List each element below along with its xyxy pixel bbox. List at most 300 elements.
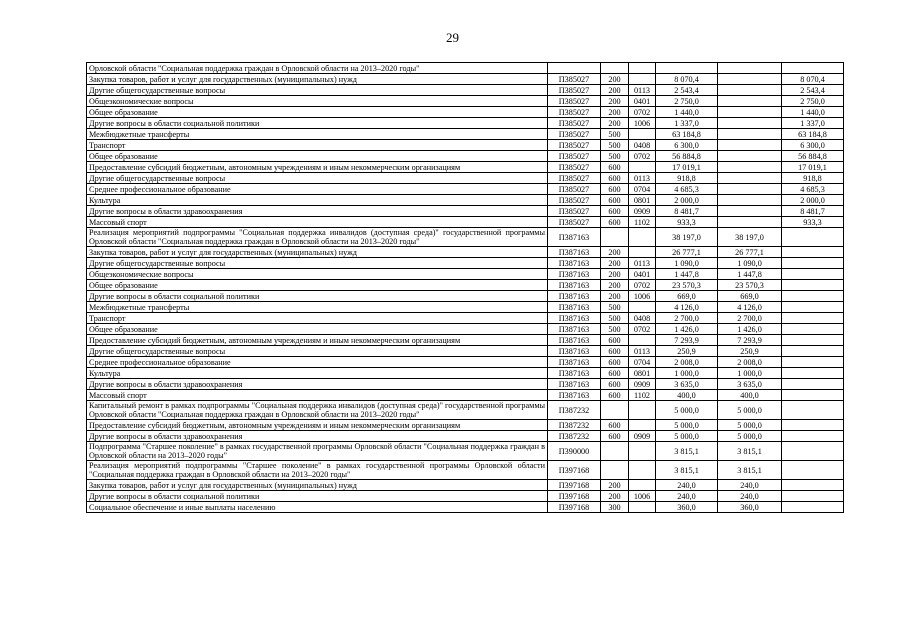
- table-row: [87, 401, 844, 420]
- table-row: [87, 247, 844, 258]
- amount-col3-cell: [782, 491, 844, 502]
- row-name-cell: Предоставление субсидий бюджетным, автономным учреждениям и иным некоммерческим организациям: [87, 335, 548, 346]
- section-code-cell: 1102: [629, 217, 656, 228]
- row-name-cell: Другие вопросы в области социальной политики: [87, 491, 548, 502]
- amount-col2-cell: 3 815,1: [718, 442, 782, 461]
- row-name-cell: Межбюджетные трансферты: [87, 302, 548, 313]
- row-name-cell: Другие общегосударственные вопросы: [87, 258, 548, 269]
- amount-col3-cell: [782, 63, 844, 74]
- amount-col3-cell: [782, 291, 844, 302]
- table-row: [87, 346, 844, 357]
- table-row: [87, 118, 844, 129]
- row-name-cell: Культура: [87, 195, 548, 206]
- expense-type-cell: 300: [601, 502, 629, 513]
- section-code-cell: 0909: [629, 431, 656, 442]
- section-code-cell: [629, 162, 656, 173]
- expense-type-cell: 600: [601, 173, 629, 184]
- amount-col3-cell: [782, 324, 844, 335]
- amount-total-cell: 3 815,1: [656, 461, 718, 480]
- target-code-cell: П385027: [548, 173, 601, 184]
- expense-type-cell: 600: [601, 184, 629, 195]
- row-name-cell: Другие общегосударственные вопросы: [87, 85, 548, 96]
- target-code-cell: П385027: [548, 107, 601, 118]
- section-code-cell: [629, 335, 656, 346]
- expense-type-cell: 600: [601, 217, 629, 228]
- expense-type-cell: 200: [601, 96, 629, 107]
- table-row: [87, 442, 844, 461]
- section-code-cell: [629, 63, 656, 74]
- expense-type-cell: 600: [601, 206, 629, 217]
- section-code-cell: 0401: [629, 96, 656, 107]
- row-name-cell: Общее образование: [87, 324, 548, 335]
- table-row: [87, 461, 844, 480]
- section-code-cell: [629, 129, 656, 140]
- table-row: [87, 85, 844, 96]
- expense-type-cell: 200: [601, 491, 629, 502]
- amount-total-cell: [656, 63, 718, 74]
- amount-col3-cell: 4 685,3: [782, 184, 844, 195]
- expense-type-cell: 600: [601, 335, 629, 346]
- section-code-cell: [629, 228, 656, 247]
- table-row: [87, 431, 844, 442]
- amount-col2-cell: 669,0: [718, 291, 782, 302]
- section-code-cell: [629, 461, 656, 480]
- section-code-cell: 1006: [629, 491, 656, 502]
- amount-col3-cell: 2 000,0: [782, 195, 844, 206]
- amount-col3-cell: [782, 302, 844, 313]
- amount-col2-cell: [718, 74, 782, 85]
- target-code-cell: П387163: [548, 324, 601, 335]
- table-row: [87, 324, 844, 335]
- expense-type-cell: 200: [601, 107, 629, 118]
- section-code-cell: 0408: [629, 313, 656, 324]
- amount-col2-cell: 240,0: [718, 480, 782, 491]
- table-row: [87, 74, 844, 85]
- amount-col2-cell: [718, 206, 782, 217]
- row-name-cell: Закупка товаров, работ и услуг для государственных (муниципальных) нужд: [87, 480, 548, 491]
- target-code-cell: П387163: [548, 379, 601, 390]
- table-row: [87, 302, 844, 313]
- amount-total-cell: 1 000,0: [656, 368, 718, 379]
- amount-total-cell: 240,0: [656, 491, 718, 502]
- row-name-cell: Подпрограмма "Старшее поколение" в рамках государственной программы Орловской области "Социальная поддержка граждан в Орловской области на 2013–2020 годы": [87, 442, 548, 461]
- amount-col2-cell: 250,9: [718, 346, 782, 357]
- amount-col3-cell: 63 184,8: [782, 129, 844, 140]
- target-code-cell: П385027: [548, 206, 601, 217]
- row-name-cell: Закупка товаров, работ и услуг для государственных (муниципальных) нужд: [87, 74, 548, 85]
- target-code-cell: П385027: [548, 217, 601, 228]
- table-row: [87, 368, 844, 379]
- table-row: [87, 335, 844, 346]
- expense-type-cell: 600: [601, 431, 629, 442]
- amount-total-cell: 933,3: [656, 217, 718, 228]
- row-name-cell: Другие общегосударственные вопросы: [87, 173, 548, 184]
- amount-total-cell: 240,0: [656, 480, 718, 491]
- section-code-cell: [629, 247, 656, 258]
- amount-col2-cell: 5 000,0: [718, 431, 782, 442]
- amount-col3-cell: [782, 480, 844, 491]
- row-name-cell: Общее образование: [87, 107, 548, 118]
- target-code-cell: П387163: [548, 228, 601, 247]
- section-code-cell: 1006: [629, 291, 656, 302]
- row-name-cell: Другие общегосударственные вопросы: [87, 346, 548, 357]
- amount-total-cell: 7 293,9: [656, 335, 718, 346]
- section-code-cell: [629, 74, 656, 85]
- table-row: [87, 379, 844, 390]
- table-row: [87, 502, 844, 513]
- amount-total-cell: 4 685,3: [656, 184, 718, 195]
- expense-type-cell: 600: [601, 195, 629, 206]
- table-row: [87, 63, 844, 74]
- table-row: [87, 217, 844, 228]
- amount-total-cell: 3 635,0: [656, 379, 718, 390]
- amount-col2-cell: 7 293,9: [718, 335, 782, 346]
- amount-col2-cell: 240,0: [718, 491, 782, 502]
- target-code-cell: П387163: [548, 335, 601, 346]
- target-code-cell: П387163: [548, 247, 601, 258]
- amount-col2-cell: 23 570,3: [718, 280, 782, 291]
- expense-type-cell: 600: [601, 368, 629, 379]
- amount-col2-cell: [718, 63, 782, 74]
- target-code-cell: П387163: [548, 302, 601, 313]
- target-code-cell: П390000: [548, 442, 601, 461]
- amount-col3-cell: 8 481,7: [782, 206, 844, 217]
- amount-col2-cell: 360,0: [718, 502, 782, 513]
- amount-col2-cell: [718, 217, 782, 228]
- amount-col3-cell: 918,8: [782, 173, 844, 184]
- row-name-cell: Закупка товаров, работ и услуг для государственных (муниципальных) нужд: [87, 247, 548, 258]
- table-row: [87, 291, 844, 302]
- expense-type-cell: 200: [601, 291, 629, 302]
- table-row: [87, 280, 844, 291]
- amount-col2-cell: [718, 96, 782, 107]
- target-code-cell: [548, 63, 601, 74]
- row-name-cell: Общеэкономические вопросы: [87, 96, 548, 107]
- section-code-cell: 0801: [629, 368, 656, 379]
- amount-col2-cell: 2 008,0: [718, 357, 782, 368]
- row-name-cell: Другие вопросы в области социальной политики: [87, 291, 548, 302]
- amount-col3-cell: [782, 461, 844, 480]
- expense-type-cell: 500: [601, 140, 629, 151]
- amount-col3-cell: [782, 420, 844, 431]
- row-name-cell: Межбюджетные трансферты: [87, 129, 548, 140]
- target-code-cell: П397168: [548, 480, 601, 491]
- section-code-cell: [629, 442, 656, 461]
- amount-col2-cell: 2 700,0: [718, 313, 782, 324]
- amount-total-cell: 38 197,0: [656, 228, 718, 247]
- row-name-cell: Предоставление субсидий бюджетным, автономным учреждениям и иным некоммерческим организациям: [87, 162, 548, 173]
- table-row: [87, 390, 844, 401]
- expense-type-cell: 200: [601, 247, 629, 258]
- section-code-cell: 0113: [629, 258, 656, 269]
- amount-col2-cell: [718, 151, 782, 162]
- amount-col2-cell: 5 000,0: [718, 420, 782, 431]
- amount-total-cell: 8 070,4: [656, 74, 718, 85]
- row-name-cell: Массовый спорт: [87, 390, 548, 401]
- expense-type-cell: 500: [601, 302, 629, 313]
- amount-total-cell: 669,0: [656, 291, 718, 302]
- table-row: [87, 162, 844, 173]
- section-code-cell: [629, 401, 656, 420]
- budget-table: [86, 62, 844, 513]
- row-name-cell: Общее образование: [87, 280, 548, 291]
- section-code-cell: 0909: [629, 206, 656, 217]
- expense-type-cell: 200: [601, 74, 629, 85]
- amount-total-cell: 2 700,0: [656, 313, 718, 324]
- expense-type-cell: [601, 228, 629, 247]
- amount-col3-cell: [782, 228, 844, 247]
- amount-col3-cell: 1 337,0: [782, 118, 844, 129]
- amount-total-cell: 26 777,1: [656, 247, 718, 258]
- table-row: [87, 96, 844, 107]
- table-row: [87, 129, 844, 140]
- expense-type-cell: [601, 461, 629, 480]
- page-number: 29: [446, 30, 459, 45]
- table-row: [87, 173, 844, 184]
- expense-type-cell: 500: [601, 151, 629, 162]
- amount-col3-cell: [782, 247, 844, 258]
- amount-col2-cell: [718, 85, 782, 96]
- amount-col3-cell: [782, 401, 844, 420]
- target-code-cell: П387163: [548, 313, 601, 324]
- section-code-cell: 0704: [629, 357, 656, 368]
- amount-col2-cell: 26 777,1: [718, 247, 782, 258]
- target-code-cell: П387163: [548, 368, 601, 379]
- target-code-cell: П385027: [548, 162, 601, 173]
- section-code-cell: [629, 420, 656, 431]
- amount-col2-cell: 1 000,0: [718, 368, 782, 379]
- row-name-cell: Другие вопросы в области здравоохранения: [87, 379, 548, 390]
- amount-col2-cell: [718, 173, 782, 184]
- row-name-cell: Транспорт: [87, 140, 548, 151]
- section-code-cell: 0113: [629, 173, 656, 184]
- section-code-cell: 1102: [629, 390, 656, 401]
- section-code-cell: [629, 302, 656, 313]
- table-row: [87, 184, 844, 195]
- target-code-cell: П385027: [548, 118, 601, 129]
- amount-col3-cell: [782, 346, 844, 357]
- table-row: [87, 206, 844, 217]
- amount-col3-cell: 17 019,1: [782, 162, 844, 173]
- table-row: [87, 195, 844, 206]
- amount-col3-cell: [782, 431, 844, 442]
- target-code-cell: П385027: [548, 129, 601, 140]
- target-code-cell: П387163: [548, 291, 601, 302]
- amount-col3-cell: 2 543,4: [782, 85, 844, 96]
- amount-total-cell: 3 815,1: [656, 442, 718, 461]
- row-name-cell: Среднее профессиональное образование: [87, 184, 548, 195]
- expense-type-cell: 600: [601, 379, 629, 390]
- amount-col3-cell: 1 440,0: [782, 107, 844, 118]
- amount-total-cell: 400,0: [656, 390, 718, 401]
- section-code-cell: 1006: [629, 118, 656, 129]
- table-row: [87, 357, 844, 368]
- amount-col2-cell: [718, 162, 782, 173]
- row-name-cell: Предоставление субсидий бюджетным, автономным учреждениям и иным некоммерческим организациям: [87, 420, 548, 431]
- section-code-cell: [629, 480, 656, 491]
- amount-col3-cell: [782, 390, 844, 401]
- row-name-cell: Транспорт: [87, 313, 548, 324]
- section-code-cell: 0408: [629, 140, 656, 151]
- section-code-cell: 0702: [629, 280, 656, 291]
- expense-type-cell: 200: [601, 85, 629, 96]
- amount-total-cell: 1 440,0: [656, 107, 718, 118]
- expense-type-cell: 200: [601, 280, 629, 291]
- amount-col2-cell: 5 000,0: [718, 401, 782, 420]
- amount-col3-cell: [782, 258, 844, 269]
- row-name-cell: Общее образование: [87, 151, 548, 162]
- row-name-cell: Общеэкономические вопросы: [87, 269, 548, 280]
- amount-total-cell: 918,8: [656, 173, 718, 184]
- section-code-cell: 0704: [629, 184, 656, 195]
- amount-col2-cell: [718, 184, 782, 195]
- section-code-cell: [629, 502, 656, 513]
- row-name-cell: Реализация мероприятий подпрограммы "Старшее поколение" в рамках государственной программы Орловской области "Социальная поддержка граждан в Орловской области на 2013–2020 годы": [87, 461, 548, 480]
- amount-col2-cell: 3 635,0: [718, 379, 782, 390]
- expense-type-cell: 600: [601, 390, 629, 401]
- row-name-cell: Массовый спорт: [87, 217, 548, 228]
- target-code-cell: П397168: [548, 491, 601, 502]
- amount-col2-cell: [718, 140, 782, 151]
- table-row: [87, 491, 844, 502]
- amount-total-cell: 4 126,0: [656, 302, 718, 313]
- amount-col3-cell: [782, 502, 844, 513]
- target-code-cell: П385027: [548, 151, 601, 162]
- amount-col2-cell: [718, 129, 782, 140]
- section-code-cell: 0909: [629, 379, 656, 390]
- amount-total-cell: 23 570,3: [656, 280, 718, 291]
- amount-col3-cell: 2 750,0: [782, 96, 844, 107]
- target-code-cell: П387163: [548, 269, 601, 280]
- amount-total-cell: 2 543,4: [656, 85, 718, 96]
- amount-col3-cell: [782, 269, 844, 280]
- table-row: [87, 151, 844, 162]
- expense-type-cell: 600: [601, 346, 629, 357]
- table-row: [87, 107, 844, 118]
- amount-total-cell: 5 000,0: [656, 401, 718, 420]
- section-code-cell: 0702: [629, 324, 656, 335]
- expense-type-cell: 500: [601, 129, 629, 140]
- target-code-cell: П385027: [548, 140, 601, 151]
- table-row: [87, 269, 844, 280]
- amount-col3-cell: [782, 335, 844, 346]
- amount-col2-cell: 38 197,0: [718, 228, 782, 247]
- table-row: [87, 228, 844, 247]
- target-code-cell: П387232: [548, 431, 601, 442]
- amount-col2-cell: [718, 107, 782, 118]
- amount-col2-cell: 4 126,0: [718, 302, 782, 313]
- section-code-cell: 0113: [629, 346, 656, 357]
- amount-col3-cell: 56 884,8: [782, 151, 844, 162]
- section-code-cell: 0702: [629, 107, 656, 118]
- amount-col2-cell: 1 447,8: [718, 269, 782, 280]
- target-code-cell: П387163: [548, 357, 601, 368]
- amount-col2-cell: [718, 118, 782, 129]
- amount-total-cell: 1 426,0: [656, 324, 718, 335]
- amount-col2-cell: 1 090,0: [718, 258, 782, 269]
- amount-total-cell: 1 337,0: [656, 118, 718, 129]
- row-name-cell: Другие вопросы в области социальной политики: [87, 118, 548, 129]
- expense-type-cell: 600: [601, 420, 629, 431]
- amount-total-cell: 63 184,8: [656, 129, 718, 140]
- amount-total-cell: 2 000,0: [656, 195, 718, 206]
- section-code-cell: 0401: [629, 269, 656, 280]
- expense-type-cell: 200: [601, 258, 629, 269]
- amount-total-cell: 250,9: [656, 346, 718, 357]
- row-name-cell: Реализация мероприятий подпрограммы "Социальная поддержка инвалидов (доступная среда)" государственной программы Орловской области "Социальная поддержка граждан в Орловской области на 2013–2020 годы": [87, 228, 548, 247]
- amount-total-cell: 8 481,7: [656, 206, 718, 217]
- expense-type-cell: [601, 401, 629, 420]
- budget-table-body: [87, 63, 844, 513]
- target-code-cell: П387232: [548, 401, 601, 420]
- amount-col3-cell: 6 300,0: [782, 140, 844, 151]
- amount-total-cell: 1 447,8: [656, 269, 718, 280]
- amount-total-cell: 1 090,0: [656, 258, 718, 269]
- amount-col3-cell: [782, 280, 844, 291]
- amount-total-cell: 2 008,0: [656, 357, 718, 368]
- row-name-cell: Культура: [87, 368, 548, 379]
- section-code-cell: 0702: [629, 151, 656, 162]
- target-code-cell: П387163: [548, 258, 601, 269]
- target-code-cell: П385027: [548, 85, 601, 96]
- table-row: [87, 140, 844, 151]
- amount-col2-cell: [718, 195, 782, 206]
- table-row: [87, 313, 844, 324]
- target-code-cell: П385027: [548, 74, 601, 85]
- table-row: [87, 258, 844, 269]
- expense-type-cell: [601, 442, 629, 461]
- target-code-cell: П397168: [548, 461, 601, 480]
- row-name-cell: Другие вопросы в области здравоохранения: [87, 431, 548, 442]
- amount-total-cell: 5 000,0: [656, 431, 718, 442]
- expense-type-cell: 200: [601, 480, 629, 491]
- amount-total-cell: 2 750,0: [656, 96, 718, 107]
- amount-total-cell: 6 300,0: [656, 140, 718, 151]
- amount-col3-cell: [782, 442, 844, 461]
- amount-total-cell: 360,0: [656, 502, 718, 513]
- amount-col2-cell: 400,0: [718, 390, 782, 401]
- target-code-cell: П397168: [548, 502, 601, 513]
- expense-type-cell: 500: [601, 313, 629, 324]
- amount-col3-cell: [782, 379, 844, 390]
- amount-total-cell: 56 884,8: [656, 151, 718, 162]
- expense-type-cell: 600: [601, 162, 629, 173]
- amount-col3-cell: [782, 313, 844, 324]
- expense-type-cell: [601, 63, 629, 74]
- section-code-cell: 0113: [629, 85, 656, 96]
- amount-col3-cell: 8 070,4: [782, 74, 844, 85]
- target-code-cell: П385027: [548, 96, 601, 107]
- expense-type-cell: 600: [601, 357, 629, 368]
- table-row: [87, 420, 844, 431]
- amount-col2-cell: 1 426,0: [718, 324, 782, 335]
- expense-type-cell: 500: [601, 324, 629, 335]
- expense-type-cell: 200: [601, 269, 629, 280]
- target-code-cell: П387163: [548, 390, 601, 401]
- amount-col3-cell: [782, 357, 844, 368]
- amount-col3-cell: 933,3: [782, 217, 844, 228]
- row-name-cell: Капитальный ремонт в рамках подпрограммы "Социальная поддержка инвалидов (доступная среда)" государственной программы Орловской области "Социальная поддержка граждан в Орловской области на 2013–2020 годы": [87, 401, 548, 420]
- target-code-cell: П387163: [548, 280, 601, 291]
- amount-total-cell: 17 019,1: [656, 162, 718, 173]
- row-name-cell: Орловской области "Социальная поддержка граждан в Орловской области на 2013–2020 годы": [87, 63, 548, 74]
- expense-type-cell: 200: [601, 118, 629, 129]
- amount-col3-cell: [782, 368, 844, 379]
- amount-col2-cell: 3 815,1: [718, 461, 782, 480]
- target-code-cell: П385027: [548, 184, 601, 195]
- table-row: [87, 480, 844, 491]
- target-code-cell: П385027: [548, 195, 601, 206]
